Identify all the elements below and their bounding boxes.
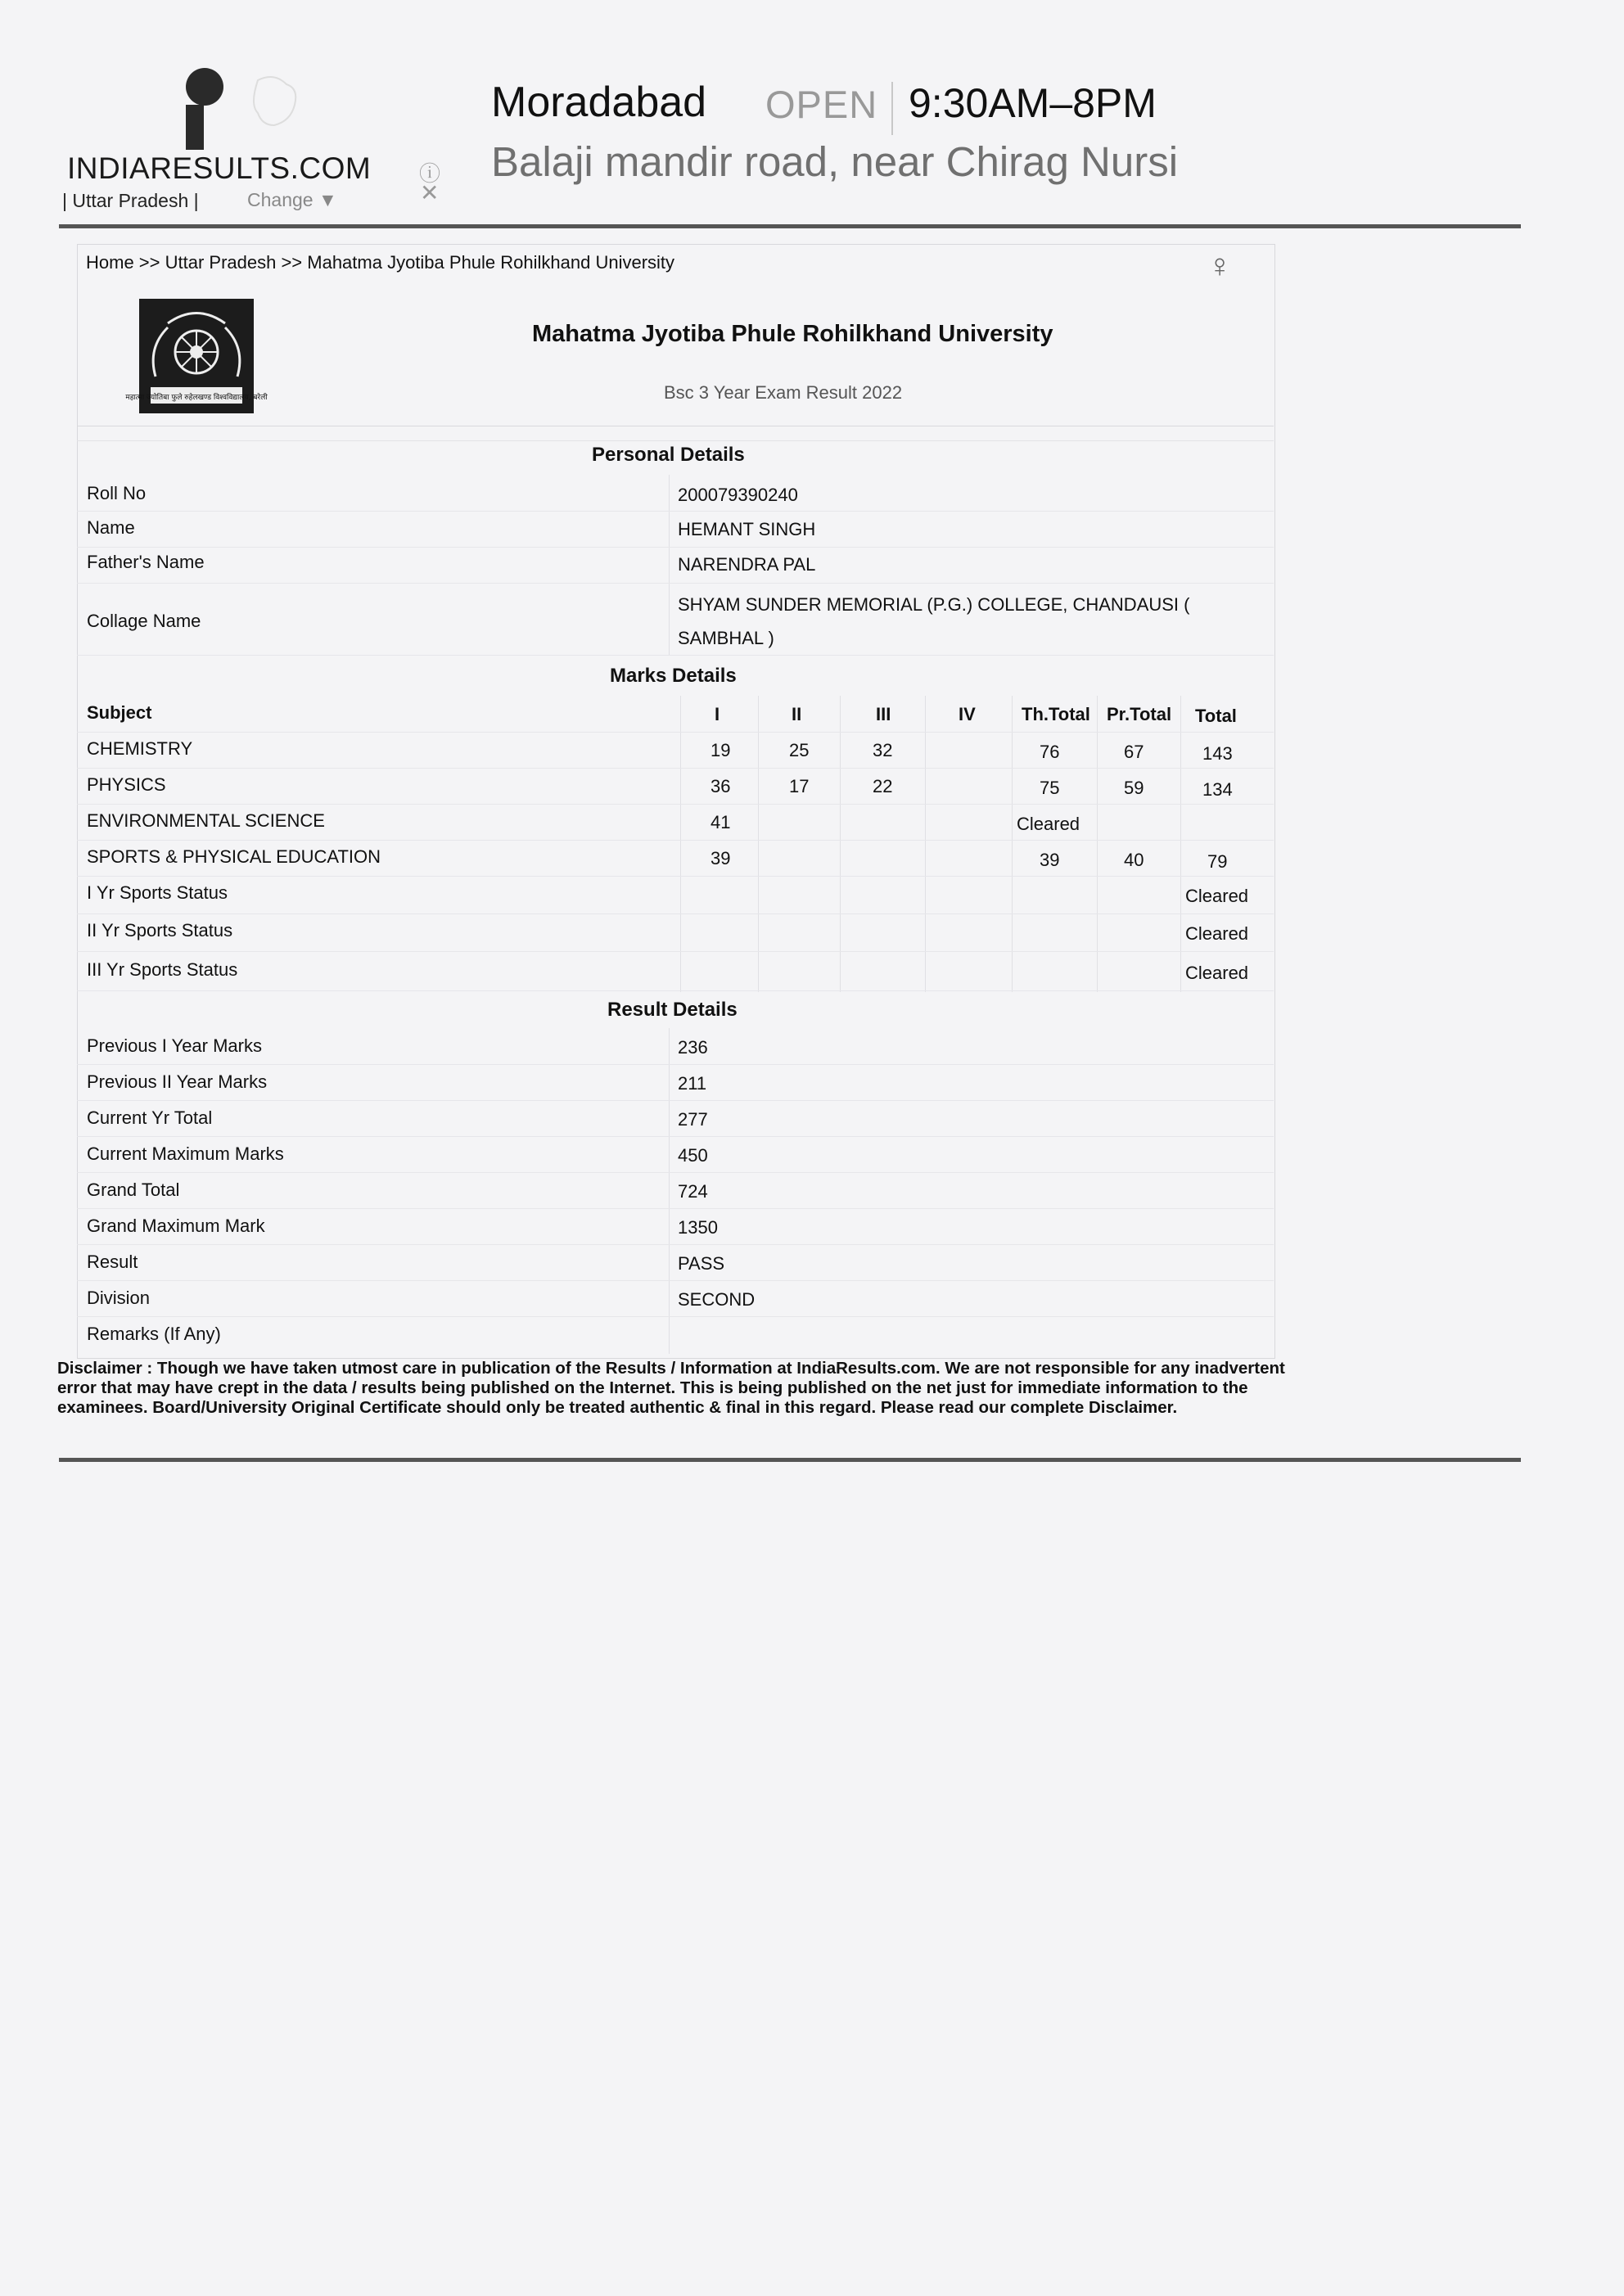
personal-details-heading: Personal Details (592, 444, 745, 466)
seal-text: महात्मा ज्योतिबा फुले रुहेलखण्ड विश्वविद्यालय, बरेली (125, 394, 268, 402)
mark-total: Cleared (1185, 923, 1249, 944)
result-row (77, 1136, 1274, 1173)
roll-label: Roll No (87, 483, 147, 503)
mark-ii: 25 (789, 740, 810, 760)
result-label: Current Maximum Marks (87, 1143, 284, 1164)
father-label: Father's Name (87, 552, 205, 572)
mark-total: 134 (1202, 779, 1233, 800)
ad-hours: 9:30AM–8PM (909, 80, 1157, 126)
marks-row-sports-yr2 (77, 913, 1274, 952)
mark-total: 79 (1207, 851, 1228, 872)
mark-i: 39 (710, 848, 731, 868)
col-ii: II (792, 704, 802, 724)
mark-i: 36 (710, 776, 731, 796)
result-value: 450 (678, 1145, 708, 1166)
university-title: Mahatma Jyotiba Phule Rohilkhand University (532, 321, 1053, 347)
result-value: PASS (678, 1253, 725, 1274)
col-th-total: Th.Total (1022, 704, 1090, 724)
stamp-mark-icon: ♀ (1207, 248, 1232, 284)
result-value: 724 (678, 1181, 708, 1202)
marks-row-sports (77, 840, 1274, 877)
col-pr-total: Pr.Total (1107, 704, 1172, 724)
result-label: Current Yr Total (87, 1107, 213, 1128)
result-value: SECOND (678, 1289, 756, 1310)
mark-pr-total: 67 (1124, 742, 1144, 762)
personal-row-father (77, 547, 1274, 584)
site-logo-text[interactable] (67, 151, 371, 186)
ad-address[interactable]: Balaji mandir road, near Chirag Nursi (491, 138, 1179, 185)
result-row (77, 1280, 1274, 1317)
result-label: Remarks (If Any) (87, 1324, 221, 1344)
name-value: HEMANT SINGH (678, 519, 816, 539)
ad-info-icon[interactable]: ⓘ (419, 161, 441, 186)
exam-title: Bsc 3 Year Exam Result 2022 (664, 382, 903, 403)
result-value: 211 (678, 1073, 707, 1094)
marks-row-chemistry (77, 732, 1274, 769)
subject-name: PHYSICS (87, 774, 166, 795)
result-value: 277 (678, 1109, 708, 1130)
result-label: Division (87, 1288, 151, 1308)
ad-open-status: OPEN (765, 83, 878, 126)
mark-th-total: 76 (1040, 742, 1060, 762)
result-value: 236 (678, 1037, 708, 1058)
marks-details-heading: Marks Details (610, 665, 737, 687)
mark-th-total: Cleared (1017, 814, 1080, 834)
result-label: Previous II Year Marks (87, 1071, 268, 1092)
logo-suffix: .COM (290, 151, 372, 185)
title-divider-2 (77, 440, 1274, 441)
mark-total: Cleared (1185, 886, 1249, 906)
university-seal-icon (125, 299, 268, 413)
subject-name: ENVIRONMENTAL SCIENCE (87, 810, 325, 831)
disclaimer-text: Disclaimer : Though we have taken utmost care in publication of the Results / Information at IndiaResults.com. We are not responsible for any inadvertent error that may have crept in the data / results being published on the Internet. This is being published on the net just for immediate information to the examinees. Board/University Original Certificate should only be treated authentic & final in this regard. Please read our complete Disclaimer. (57, 1359, 1285, 1417)
personal-row-college (77, 583, 1274, 656)
result-details-heading: Result Details (607, 999, 738, 1021)
marks-row-sports-yr3 (77, 951, 1274, 991)
col-iv: IV (959, 704, 976, 724)
college-label: Collage Name (87, 611, 201, 631)
result-value: 1350 (678, 1217, 718, 1238)
mark-ii: 17 (789, 776, 810, 796)
ad-city[interactable]: Moradabad (491, 79, 707, 126)
result-row (77, 1100, 1274, 1137)
result-label: Grand Total (87, 1180, 180, 1200)
roll-value: 200079390240 (678, 485, 798, 505)
subject-name: III Yr Sports Status (87, 959, 238, 980)
col-total: Total (1195, 706, 1237, 726)
logo-prefix: INDIA (67, 151, 151, 185)
result-row (77, 1208, 1274, 1245)
personal-row-roll (77, 475, 1274, 512)
subject-name: SPORTS & PHYSICAL EDUCATION (87, 846, 381, 867)
father-value: NARENDRA PAL (678, 554, 816, 575)
result-row (77, 1028, 1274, 1065)
subject-name: CHEMISTRY (87, 738, 193, 759)
mark-iii: 22 (873, 776, 893, 796)
breadcrumb[interactable]: Home >> Uttar Pradesh >> Mahatma Jyotiba Phule Rohilkhand University (86, 252, 675, 273)
result-label: Grand Maximum Mark (87, 1216, 265, 1236)
mark-iii: 32 (873, 740, 893, 760)
ad-separator (891, 82, 893, 135)
marks-row-sports-yr1 (77, 876, 1274, 914)
subject-name: II Yr Sports Status (87, 920, 233, 941)
col-i: I (715, 704, 720, 724)
col-subject: Subject (87, 702, 152, 723)
result-row (77, 1244, 1274, 1281)
personal-row-name (77, 511, 1274, 548)
result-label: Result (87, 1252, 138, 1272)
state-label: | Uttar Pradesh | (62, 190, 199, 211)
subject-name: I Yr Sports Status (87, 882, 228, 903)
ad-close-icon[interactable]: ✕ (420, 180, 440, 205)
mark-th-total: 39 (1040, 850, 1060, 870)
change-state-link[interactable]: Change ▼ (247, 189, 337, 210)
result-row (77, 1064, 1274, 1101)
marks-row-env-science (77, 804, 1274, 841)
header-divider (59, 224, 1521, 228)
result-label: Previous I Year Marks (87, 1035, 262, 1056)
mark-total: Cleared (1185, 963, 1249, 983)
footer-divider (59, 1458, 1521, 1462)
col-iii: III (876, 704, 891, 724)
marks-header-row (77, 696, 1274, 733)
mark-i: 19 (710, 740, 731, 760)
result-row (77, 1172, 1274, 1209)
marks-row-physics (77, 768, 1274, 805)
name-label: Name (87, 517, 135, 538)
indiaresults-logo-icon[interactable] (168, 64, 332, 154)
mark-i: 41 (710, 812, 731, 832)
mark-th-total: 75 (1040, 778, 1060, 798)
logo-brand: RESULTS (150, 151, 291, 185)
mark-pr-total: 40 (1124, 850, 1144, 870)
mark-total: 143 (1202, 743, 1233, 764)
college-value-line1: SHYAM SUNDER MEMORIAL (P.G.) COLLEGE, CHANDAUSI ( (678, 594, 1190, 615)
result-row (77, 1316, 1274, 1354)
college-value-line2: SAMBHAL ) (678, 628, 774, 648)
mark-pr-total: 59 (1124, 778, 1144, 798)
